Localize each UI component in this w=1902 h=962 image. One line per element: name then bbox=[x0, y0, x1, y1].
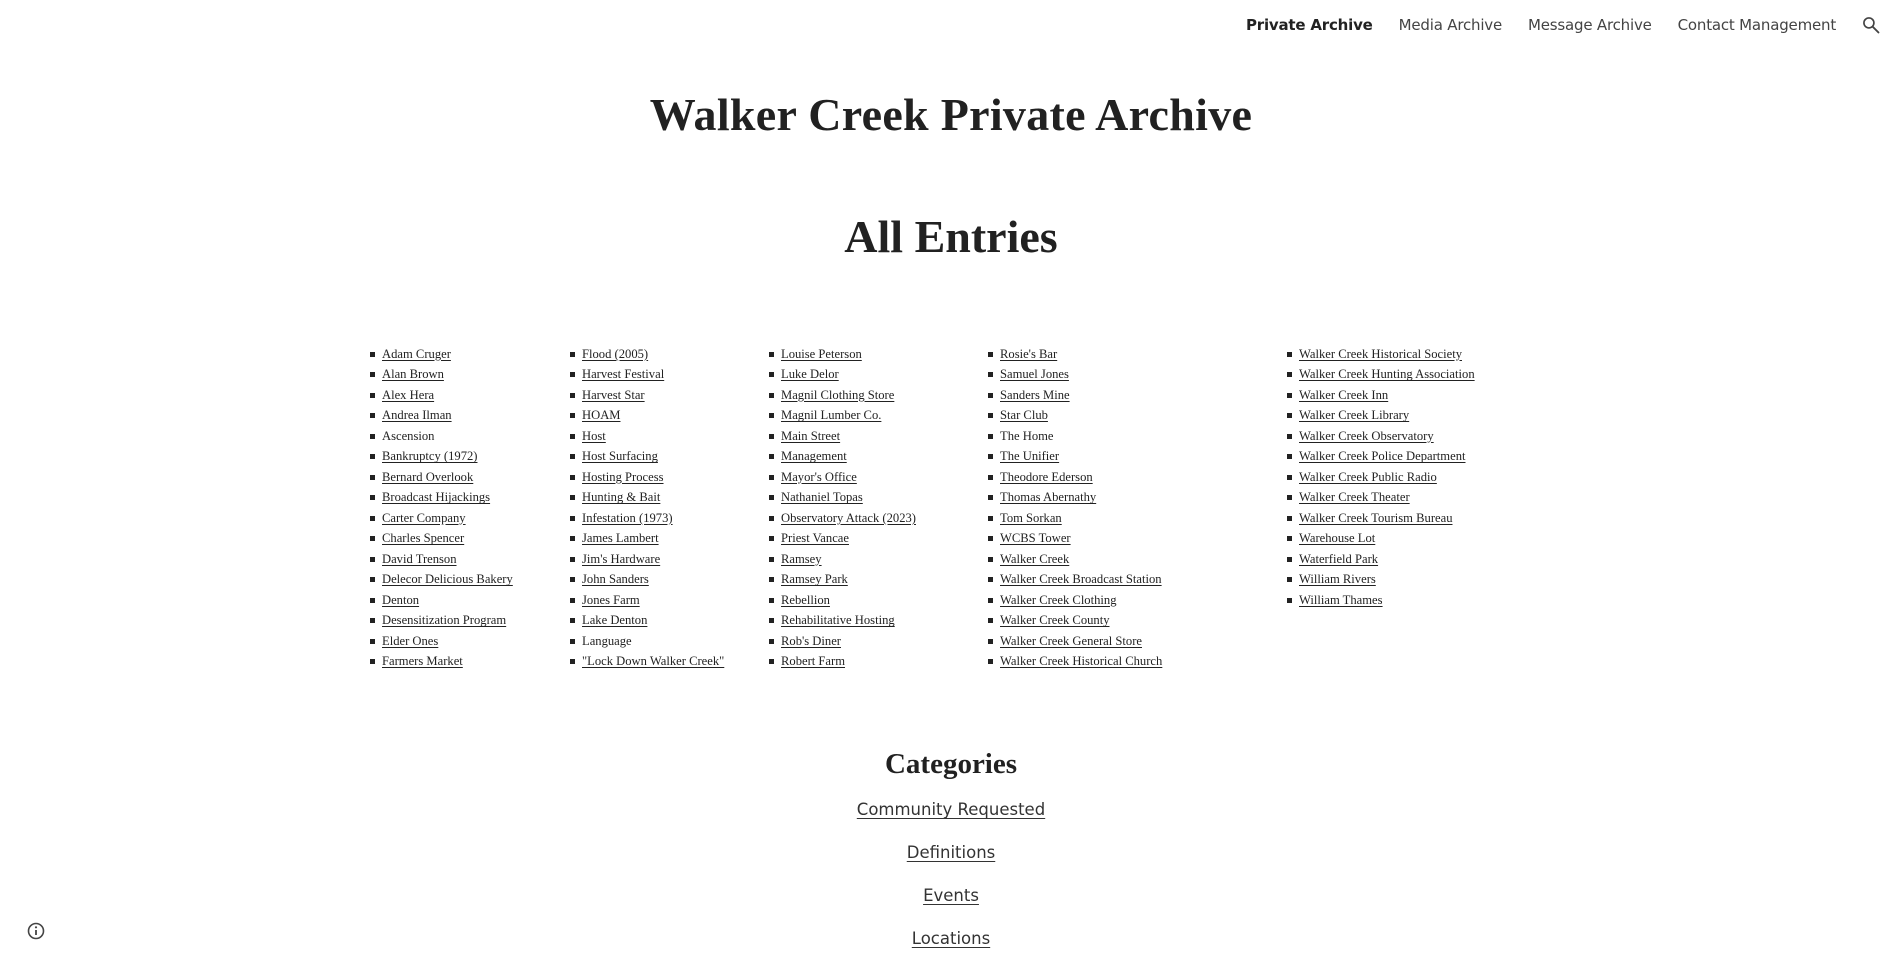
entry-link[interactable]: Main Street bbox=[781, 428, 841, 443]
list-item bbox=[370, 344, 513, 365]
list-item bbox=[370, 631, 513, 652]
bullet-icon bbox=[1287, 393, 1292, 398]
entry-link[interactable]: Priest Vancae bbox=[781, 531, 849, 546]
list-item bbox=[570, 447, 724, 468]
bullet-icon bbox=[988, 577, 993, 582]
list-item bbox=[570, 529, 724, 550]
bullet-icon bbox=[988, 639, 993, 644]
list-item bbox=[769, 652, 916, 673]
entry-link[interactable]: Walker Creek General Store bbox=[1000, 633, 1142, 648]
entry-link[interactable]: Charles Spencer bbox=[382, 531, 465, 546]
entry-link[interactable]: Host Surfacing bbox=[582, 449, 658, 464]
bullet-icon bbox=[988, 352, 993, 357]
bullet-icon bbox=[769, 495, 774, 500]
category-item bbox=[0, 800, 1902, 843]
list-item bbox=[1287, 365, 1475, 386]
entry-link[interactable]: Host bbox=[582, 428, 606, 443]
nav-links bbox=[1220, 16, 1836, 34]
list-item bbox=[769, 426, 916, 447]
list-item bbox=[769, 529, 916, 550]
entry-link[interactable]: Luke Delor bbox=[781, 367, 839, 382]
entry-link[interactable]: Star Club bbox=[1000, 408, 1048, 423]
category-link-locations[interactable]: Locations bbox=[911, 929, 991, 948]
list-item bbox=[769, 365, 916, 386]
list-item bbox=[1287, 467, 1475, 488]
bullet-icon bbox=[769, 577, 774, 582]
list-item bbox=[370, 385, 513, 406]
bullet-icon bbox=[988, 393, 993, 398]
bullet-icon bbox=[370, 516, 375, 521]
bullet-icon bbox=[370, 557, 375, 562]
bullet-icon bbox=[769, 639, 774, 644]
entries-column-1 bbox=[370, 344, 513, 672]
entry-link[interactable]: Ramsey bbox=[781, 551, 822, 566]
list-item bbox=[570, 631, 724, 652]
entry-link[interactable]: The Unifier bbox=[1000, 449, 1060, 464]
bullet-icon bbox=[1287, 557, 1292, 562]
bullet-icon bbox=[570, 372, 575, 377]
entry-link[interactable]: Walker Creek Library bbox=[1299, 408, 1410, 423]
site-title: Walker Creek Private Archive bbox=[649, 89, 1253, 140]
list-item bbox=[1287, 529, 1475, 550]
bullet-icon bbox=[370, 618, 375, 623]
bullet-icon bbox=[988, 536, 993, 541]
entry-link[interactable]: Walker Creek Public Radio bbox=[1299, 469, 1437, 484]
bullet-icon bbox=[988, 618, 993, 623]
list-item bbox=[1287, 488, 1475, 509]
bullet-icon bbox=[570, 413, 575, 418]
list-item bbox=[988, 529, 1162, 550]
entry-link[interactable]: Walker Creek Hunting Association bbox=[1299, 367, 1475, 382]
bullet-icon bbox=[769, 372, 774, 377]
bullet-icon bbox=[988, 475, 993, 480]
entry-link[interactable]: Hosting Process bbox=[582, 469, 664, 484]
list-item bbox=[370, 488, 513, 509]
bullet-icon bbox=[769, 516, 774, 521]
bullet-icon bbox=[370, 352, 375, 357]
bullet-icon bbox=[570, 434, 575, 439]
entry-link[interactable]: Walker Creek Clothing bbox=[1000, 592, 1117, 607]
list-item bbox=[570, 590, 724, 611]
category-item bbox=[0, 929, 1902, 962]
nav-link-message-archive[interactable]: Message Archive bbox=[1528, 16, 1652, 34]
entry-link[interactable]: Walker Creek Historical Church bbox=[1000, 654, 1163, 669]
list-item bbox=[1287, 508, 1475, 529]
bullet-icon bbox=[370, 536, 375, 541]
list-item bbox=[988, 365, 1162, 386]
list-item bbox=[988, 590, 1162, 611]
bullet-icon bbox=[370, 659, 375, 664]
list-item bbox=[370, 652, 513, 673]
category-item bbox=[0, 886, 1902, 929]
list-item bbox=[988, 611, 1162, 632]
list-item bbox=[769, 488, 916, 509]
bullet-icon bbox=[570, 598, 575, 603]
list-item bbox=[1287, 344, 1475, 365]
site-info-button[interactable] bbox=[26, 921, 46, 941]
bullet-icon bbox=[370, 598, 375, 603]
entry-link[interactable]: Theodore Ederson bbox=[1000, 469, 1093, 484]
entry-link[interactable]: Delecor Delicious Bakery bbox=[382, 572, 513, 587]
entry-link[interactable]: Adam Cruger bbox=[382, 346, 451, 361]
bullet-icon bbox=[570, 536, 575, 541]
bullet-icon bbox=[370, 413, 375, 418]
entry-link[interactable]: Warehouse Lot bbox=[1299, 531, 1376, 546]
entry-link[interactable]: Harvest Star bbox=[582, 387, 645, 402]
entry-link[interactable]: Andrea Ilman bbox=[382, 408, 452, 423]
entry-link[interactable]: Walker Creek Historical Society bbox=[1299, 346, 1462, 361]
categories-heading: Categories bbox=[884, 748, 1018, 780]
entry-link[interactable]: Samuel Jones bbox=[1000, 367, 1069, 382]
list-item bbox=[1287, 385, 1475, 406]
entry-link[interactable]: WCBS Tower bbox=[1000, 531, 1071, 546]
entry-link[interactable]: Observatory Attack (2023) bbox=[781, 510, 916, 525]
bullet-icon bbox=[769, 475, 774, 480]
category-link-community-requested[interactable]: Community Requested bbox=[856, 800, 1046, 819]
entry-link[interactable]: Magnil Clothing Store bbox=[781, 387, 895, 402]
entry-link[interactable]: Walker Creek Theater bbox=[1299, 490, 1410, 505]
bullet-icon bbox=[988, 557, 993, 562]
bullet-icon bbox=[769, 618, 774, 623]
entry-link[interactable]: Hunting & Bait bbox=[582, 490, 661, 505]
nav-link-media-archive[interactable]: Media Archive bbox=[1398, 16, 1503, 34]
entry-text: Ascension bbox=[382, 428, 435, 443]
bullet-icon bbox=[1287, 516, 1292, 521]
entry-link[interactable]: Thomas Abernathy bbox=[1000, 490, 1097, 505]
entry-link[interactable]: "Lock Down Walker Creek" bbox=[582, 654, 725, 669]
entry-link[interactable]: Broadcast Hijackings bbox=[382, 490, 491, 505]
entry-link[interactable]: Ramsey Park bbox=[781, 572, 848, 587]
top-navigation bbox=[1220, 0, 1902, 50]
entry-link[interactable]: Robert Farm bbox=[781, 654, 846, 669]
entry-link[interactable]: Magnil Lumber Co. bbox=[781, 408, 882, 423]
list-item bbox=[988, 488, 1162, 509]
category-list bbox=[0, 800, 1902, 962]
entry-link[interactable]: Bankruptcy (1972) bbox=[382, 449, 478, 464]
bullet-icon bbox=[988, 372, 993, 377]
bullet-icon bbox=[570, 352, 575, 357]
entry-link[interactable]: Rosie's Bar bbox=[1000, 346, 1058, 361]
bullet-icon bbox=[370, 639, 375, 644]
bullet-icon bbox=[769, 659, 774, 664]
entry-link[interactable]: Walker Creek Police Department bbox=[1299, 449, 1466, 464]
list-item bbox=[370, 590, 513, 611]
bullet-icon bbox=[769, 536, 774, 541]
category-item bbox=[0, 843, 1902, 886]
entry-link[interactable]: Alan Brown bbox=[382, 367, 444, 382]
list-item bbox=[988, 631, 1162, 652]
entry-link[interactable]: William Thames bbox=[1299, 592, 1383, 607]
bullet-icon bbox=[370, 372, 375, 377]
entry-link[interactable]: Walker Creek Broadcast Station bbox=[1000, 572, 1162, 587]
bullet-icon bbox=[988, 598, 993, 603]
entry-link[interactable]: Walker Creek Tourism Bureau bbox=[1299, 510, 1453, 525]
list-item bbox=[769, 344, 916, 365]
entry-link[interactable]: Rob's Diner bbox=[781, 633, 841, 648]
bullet-icon bbox=[370, 434, 375, 439]
bullet-icon bbox=[988, 454, 993, 459]
bullet-icon bbox=[1287, 352, 1292, 357]
list-item bbox=[370, 426, 513, 447]
entry-link[interactable]: Louise Peterson bbox=[781, 346, 862, 361]
search-icon bbox=[1861, 15, 1881, 35]
entry-link[interactable]: Infestation (1973) bbox=[582, 510, 673, 525]
bullet-icon bbox=[988, 434, 993, 439]
section-heading: All Entries bbox=[844, 211, 1058, 262]
list-item bbox=[370, 549, 513, 570]
list-item bbox=[370, 467, 513, 488]
bullet-icon bbox=[1287, 577, 1292, 582]
bullet-icon bbox=[570, 495, 575, 500]
entry-link[interactable]: Jim's Hardware bbox=[582, 551, 661, 566]
entry-text: Language bbox=[582, 633, 632, 648]
bullet-icon bbox=[1287, 454, 1292, 459]
bullet-icon bbox=[1287, 475, 1292, 480]
entry-link[interactable]: John Sanders bbox=[582, 572, 649, 587]
bullet-icon bbox=[988, 516, 993, 521]
list-item bbox=[370, 447, 513, 468]
bullet-icon bbox=[570, 577, 575, 582]
list-item bbox=[769, 406, 916, 427]
bullet-icon bbox=[570, 516, 575, 521]
list-item bbox=[988, 447, 1162, 468]
entry-link[interactable]: Harvest Festival bbox=[582, 367, 665, 382]
bullet-icon bbox=[1287, 536, 1292, 541]
list-item bbox=[570, 570, 724, 591]
entries-column-2 bbox=[570, 344, 724, 672]
list-item bbox=[769, 631, 916, 652]
entry-link[interactable]: Sanders Mine bbox=[1000, 387, 1070, 402]
bullet-icon bbox=[769, 598, 774, 603]
list-item bbox=[570, 508, 724, 529]
entry-link[interactable]: Elder Ones bbox=[382, 633, 439, 648]
bullet-icon bbox=[769, 413, 774, 418]
entry-link[interactable]: Flood (2005) bbox=[582, 346, 649, 361]
info-icon bbox=[26, 921, 46, 941]
bullet-icon bbox=[570, 639, 575, 644]
list-item bbox=[988, 467, 1162, 488]
entry-link[interactable]: Alex Hera bbox=[382, 387, 435, 402]
entry-link[interactable]: William Rivers bbox=[1299, 572, 1376, 587]
list-item bbox=[988, 426, 1162, 447]
entry-link[interactable]: Walker Creek County bbox=[1000, 613, 1110, 628]
list-item bbox=[570, 549, 724, 570]
entry-link[interactable]: Rehabilitative Hosting bbox=[781, 613, 895, 628]
list-item bbox=[570, 467, 724, 488]
list-item bbox=[1287, 549, 1475, 570]
list-item bbox=[1287, 447, 1475, 468]
entries-column-5 bbox=[1287, 344, 1475, 611]
list-item bbox=[370, 365, 513, 386]
bullet-icon bbox=[769, 352, 774, 357]
bullet-icon bbox=[370, 495, 375, 500]
entry-link[interactable]: Bernard Overlook bbox=[382, 469, 474, 484]
entry-link[interactable]: Management bbox=[781, 449, 847, 464]
list-item bbox=[988, 508, 1162, 529]
list-item bbox=[988, 385, 1162, 406]
entry-link[interactable]: Lake Denton bbox=[582, 613, 648, 628]
list-item bbox=[769, 570, 916, 591]
entries-column-4 bbox=[988, 344, 1162, 672]
bullet-icon bbox=[570, 393, 575, 398]
entries-list bbox=[370, 344, 1520, 674]
list-item bbox=[769, 447, 916, 468]
list-item bbox=[988, 570, 1162, 591]
entry-link[interactable]: Mayor's Office bbox=[781, 469, 857, 484]
category-link-definitions[interactable]: Definitions bbox=[906, 843, 996, 862]
entry-text: The Home bbox=[1000, 428, 1054, 443]
list-item bbox=[370, 529, 513, 550]
category-link-events[interactable]: Events bbox=[923, 886, 979, 905]
list-item bbox=[370, 406, 513, 427]
list-item bbox=[570, 344, 724, 365]
list-item bbox=[769, 590, 916, 611]
search-button[interactable] bbox=[1858, 12, 1884, 38]
list-item bbox=[988, 406, 1162, 427]
entry-link[interactable]: Waterfield Park bbox=[1299, 551, 1379, 566]
entry-link[interactable]: Jones Farm bbox=[582, 592, 640, 607]
bullet-icon bbox=[769, 393, 774, 398]
bullet-icon bbox=[1287, 598, 1292, 603]
list-item bbox=[1287, 406, 1475, 427]
list-item bbox=[570, 426, 724, 447]
entries-column-3 bbox=[769, 344, 916, 672]
list-item bbox=[570, 488, 724, 509]
bullet-icon bbox=[988, 413, 993, 418]
bullet-icon bbox=[1287, 434, 1292, 439]
bullet-icon bbox=[570, 659, 575, 664]
bullet-icon bbox=[769, 557, 774, 562]
list-item bbox=[370, 611, 513, 632]
list-item bbox=[769, 549, 916, 570]
list-item bbox=[570, 365, 724, 386]
list-item bbox=[370, 508, 513, 529]
entry-link[interactable]: Tom Sorkan bbox=[1000, 510, 1062, 525]
entry-link[interactable]: Nathaniel Topas bbox=[781, 490, 863, 505]
list-item bbox=[988, 652, 1162, 673]
bullet-icon bbox=[1287, 495, 1292, 500]
list-item bbox=[769, 611, 916, 632]
bullet-icon bbox=[1287, 372, 1292, 377]
list-item bbox=[988, 344, 1162, 365]
bullet-icon bbox=[570, 618, 575, 623]
entry-link[interactable]: Walker Creek Observatory bbox=[1299, 428, 1434, 443]
list-item bbox=[570, 652, 724, 673]
entry-link[interactable]: Walker Creek bbox=[1000, 551, 1070, 566]
list-item bbox=[769, 508, 916, 529]
bullet-icon bbox=[370, 577, 375, 582]
bullet-icon bbox=[370, 475, 375, 480]
bullet-icon bbox=[370, 454, 375, 459]
entry-link[interactable]: Walker Creek Inn bbox=[1299, 387, 1389, 402]
entry-link[interactable]: Desensitization Program bbox=[382, 613, 507, 628]
bullet-icon bbox=[570, 454, 575, 459]
entry-link[interactable]: Denton bbox=[382, 592, 420, 607]
entry-link[interactable]: James Lambert bbox=[582, 531, 659, 546]
list-item bbox=[769, 467, 916, 488]
entry-link[interactable]: Carter Company bbox=[382, 510, 466, 525]
list-item bbox=[570, 406, 724, 427]
list-item bbox=[769, 385, 916, 406]
bullet-icon bbox=[769, 454, 774, 459]
list-item bbox=[570, 385, 724, 406]
list-item bbox=[370, 570, 513, 591]
list-item bbox=[988, 549, 1162, 570]
bullet-icon bbox=[988, 495, 993, 500]
list-item bbox=[1287, 570, 1475, 591]
list-item bbox=[1287, 426, 1475, 447]
list-item bbox=[570, 611, 724, 632]
bullet-icon bbox=[1287, 413, 1292, 418]
bullet-icon bbox=[988, 659, 993, 664]
entry-link[interactable]: Rebellion bbox=[781, 592, 830, 607]
entry-link[interactable]: David Trenson bbox=[382, 551, 457, 566]
bullet-icon bbox=[769, 434, 774, 439]
bullet-icon bbox=[570, 475, 575, 480]
entry-link[interactable]: Farmers Market bbox=[382, 654, 463, 669]
entry-link[interactable]: HOAM bbox=[582, 408, 621, 423]
nav-link-contact-management[interactable]: Contact Management bbox=[1677, 16, 1836, 34]
bullet-icon bbox=[370, 393, 375, 398]
bullet-icon bbox=[570, 557, 575, 562]
list-item bbox=[1287, 590, 1475, 611]
nav-link-private-archive[interactable]: Private Archive bbox=[1245, 16, 1373, 34]
